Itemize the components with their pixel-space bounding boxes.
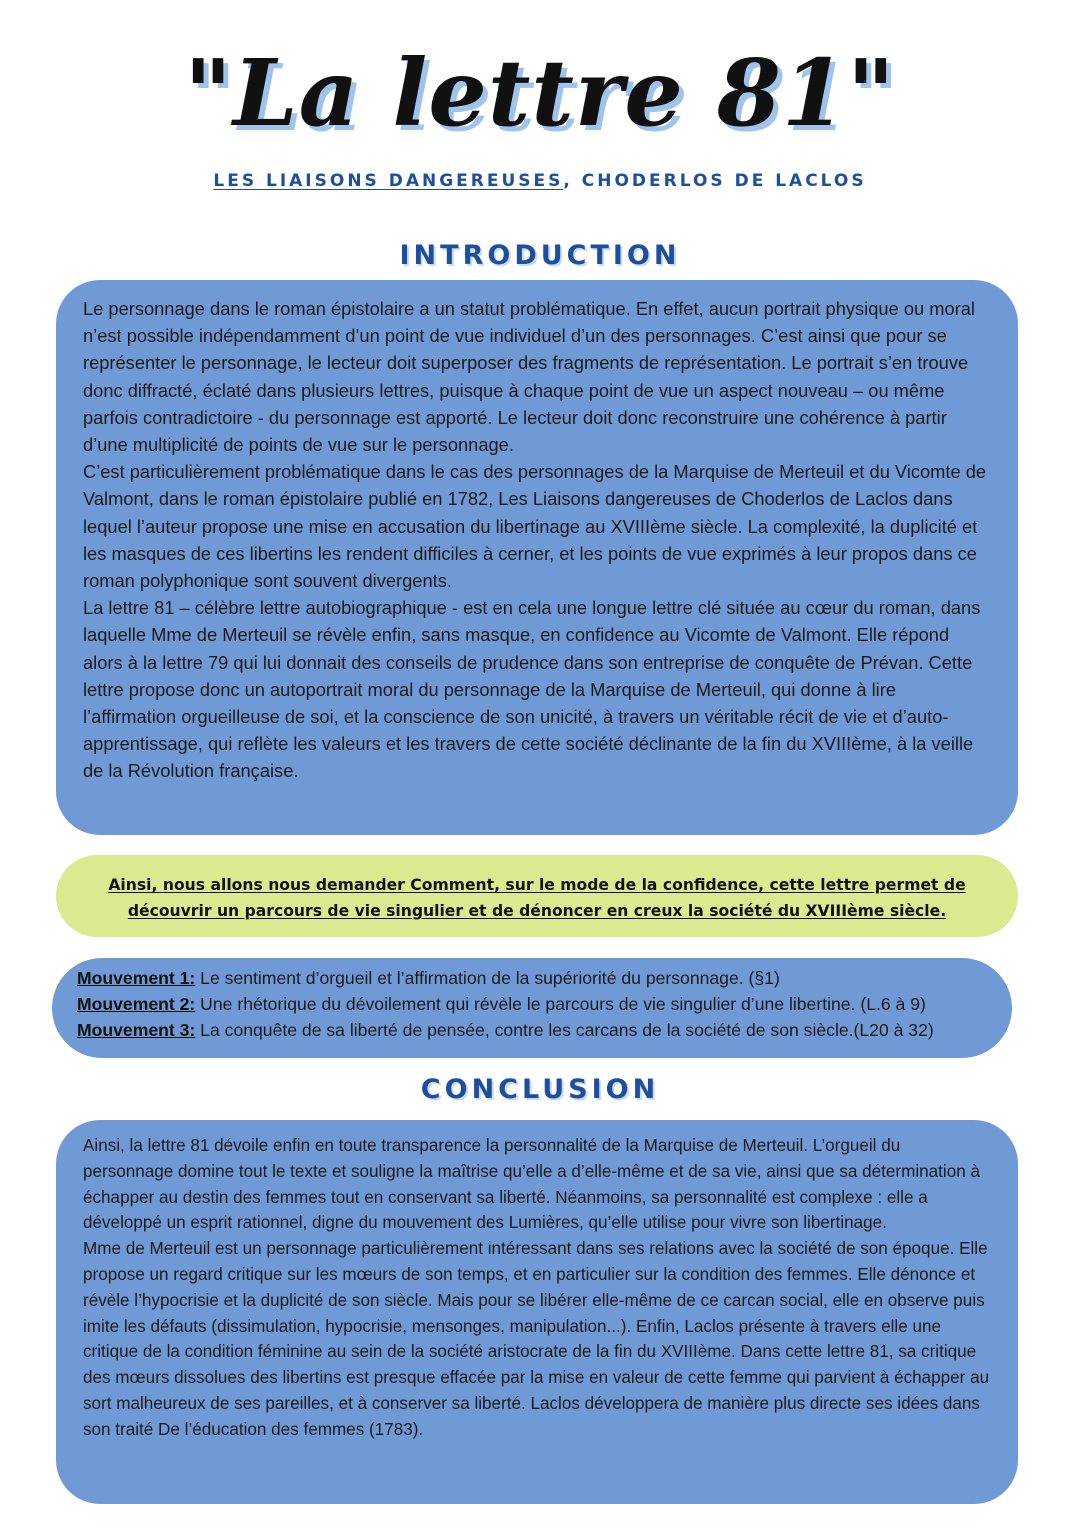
introduction-paragraph: C’est particulièrement problématique dans le cas des personnages de la Marquise de Merteuil et du Vicomte de Valmont, dans le roman épistolaire publié en 1782, Les Liaisons dangereuses de Choderlos de Laclos dans lequel l’auteur propose une mise en accusation du libertinage au XVIIIème siècle. La complexité, la duplicité et les masques de ces libertins les rendent difficiles à cerner, et les points de vue exprimés à leur propos dans ce roman polyphonique sont souvent divergents. — [83, 461, 987, 592]
mouvement-item — [77, 991, 1002, 1017]
introduction-box — [56, 280, 1018, 835]
mouvement-text: Une rhétorique du dévoilement qui révèle le parcours de vie singulier d’une libertine. (L.6 à 9) — [195, 994, 926, 1014]
mouvement-label: Mouvement 1: — [77, 968, 196, 988]
conclusion-heading: CONCLUSION — [420, 1074, 660, 1105]
introduction-paragraph: Le personnage dans le roman épistolaire a un statut problématique. En effet, aucun portrait physique ou moral n’est possible indépendamment d’un point de vue individuel d’un des personnages. C’est ainsi que pour se représenter le personnage, le lecteur doit superposer des fragments de représentation. Le portrait s’en trouve donc diffracté, éclaté dans plusieurs lettres, puisque à chaque point de vue un aspect nouveau – ou même parfois contradictoire - du personnage est apporté. Le lecteur doit donc reconstruire une cohérence à partir d’une multiplicité de points de vue sur le personnage. — [83, 298, 975, 456]
introduction-paragraph: La lettre 81 – célèbre lettre autobiographique - est en cela une longue lettre clé située au cœur du roman, dans laquelle Mme de Merteuil se révèle enfin, sans masque, en confidence au Vicomte de Valmont. Elle répond alors à la lettre 79 qui lui donnait des conseils de prudence dans son entreprise de conquête de Prévan. Cette lettre propose donc un autoportrait moral du personnage de la Marquise de Merteuil, qui donne à lire l’affirmation orgueilleuse de soi, et la conscience de son unicité, à travers un véritable récit de vie et d’auto-apprentissage, qui reflète les valeurs et les travers de cette société déclinante de la fin du XVIIIème, à la veille de la Révolution française. — [83, 597, 981, 782]
conclusion-paragraph: Mme de Merteuil est un personnage particulièrement intéressant dans ses relations avec la société de son époque. Elle propose un regard critique sur les mœurs de son temps, et en particulier sur la condition des femmes. Elle dénonce et révèle l’hypocrisie et la duplicité de son siècle. Mais pour se libérer elle-même de ce carcan social, elle en observe puis imite les défauts (dissimulation, hypocrisie, mensonges, manipulation...). Enfin, Laclos présente à travers elle une critique de la condition féminine au sein de la société aristocrate de la fin du XVIIIème. Dans cette lettre 81, sa critique des mœurs dissolues des libertins est presque effacée par la mise en valeur de cette femme qui parvient à échapper au sort malheureux de ses pareilles, et à conserver sa liberté. Laclos développera de manière plus directe ses idées dans son traité De l’éducation des femmes (1783). — [83, 1239, 990, 1439]
author-name: , CHODERLOS DE LACLOS — [563, 171, 867, 191]
problematique-text: Ainsi, nous allons nous demander Comment, sur le mode de la confidence, cette lettre permet de découvrir un parcours de vie singulier et de dénoncer en creux la société du XVIIIème siècle. — [108, 876, 966, 920]
mouvement-item — [77, 965, 1002, 991]
conclusion-box — [56, 1120, 1018, 1504]
problematique-box — [56, 855, 1018, 937]
conclusion-paragraph: Ainsi, la lettre 81 dévoile enfin en toute transparence la personnalité de la Marquise de Merteuil. L’orgueil du personnage domine tout le texte et souligne la maîtrise qu’elle a d’elle-même et de sa vie, ainsi que sa détermination à échapper au destin des femmes tout en conservant sa liberté. Néanmoins, sa personnalité est complexe : elle a développé un esprit rationnel, digne du mouvement des Lumières, qu’elle utilise pour vivre son libertinage. — [83, 1136, 980, 1233]
mouvement-item — [77, 1017, 1002, 1043]
page-subtitle — [0, 171, 1080, 191]
page-title: "La lettre 81" — [184, 39, 896, 147]
mouvements-box — [52, 958, 1012, 1058]
introduction-heading: INTRODUCTION — [399, 240, 681, 271]
mouvement-text: Le sentiment d’orgueil et l’affirmation de la supériorité du personnage. (§1) — [195, 968, 780, 988]
mouvement-label: Mouvement 3: — [77, 1020, 196, 1040]
mouvement-label: Mouvement 2: — [77, 994, 196, 1014]
book-title: LES LIAISONS DANGEREUSES — [213, 171, 564, 191]
mouvement-text: La conquête de sa liberté de pensée, contre les carcans de la société de son siècle.(L20 à 32) — [195, 1020, 934, 1040]
